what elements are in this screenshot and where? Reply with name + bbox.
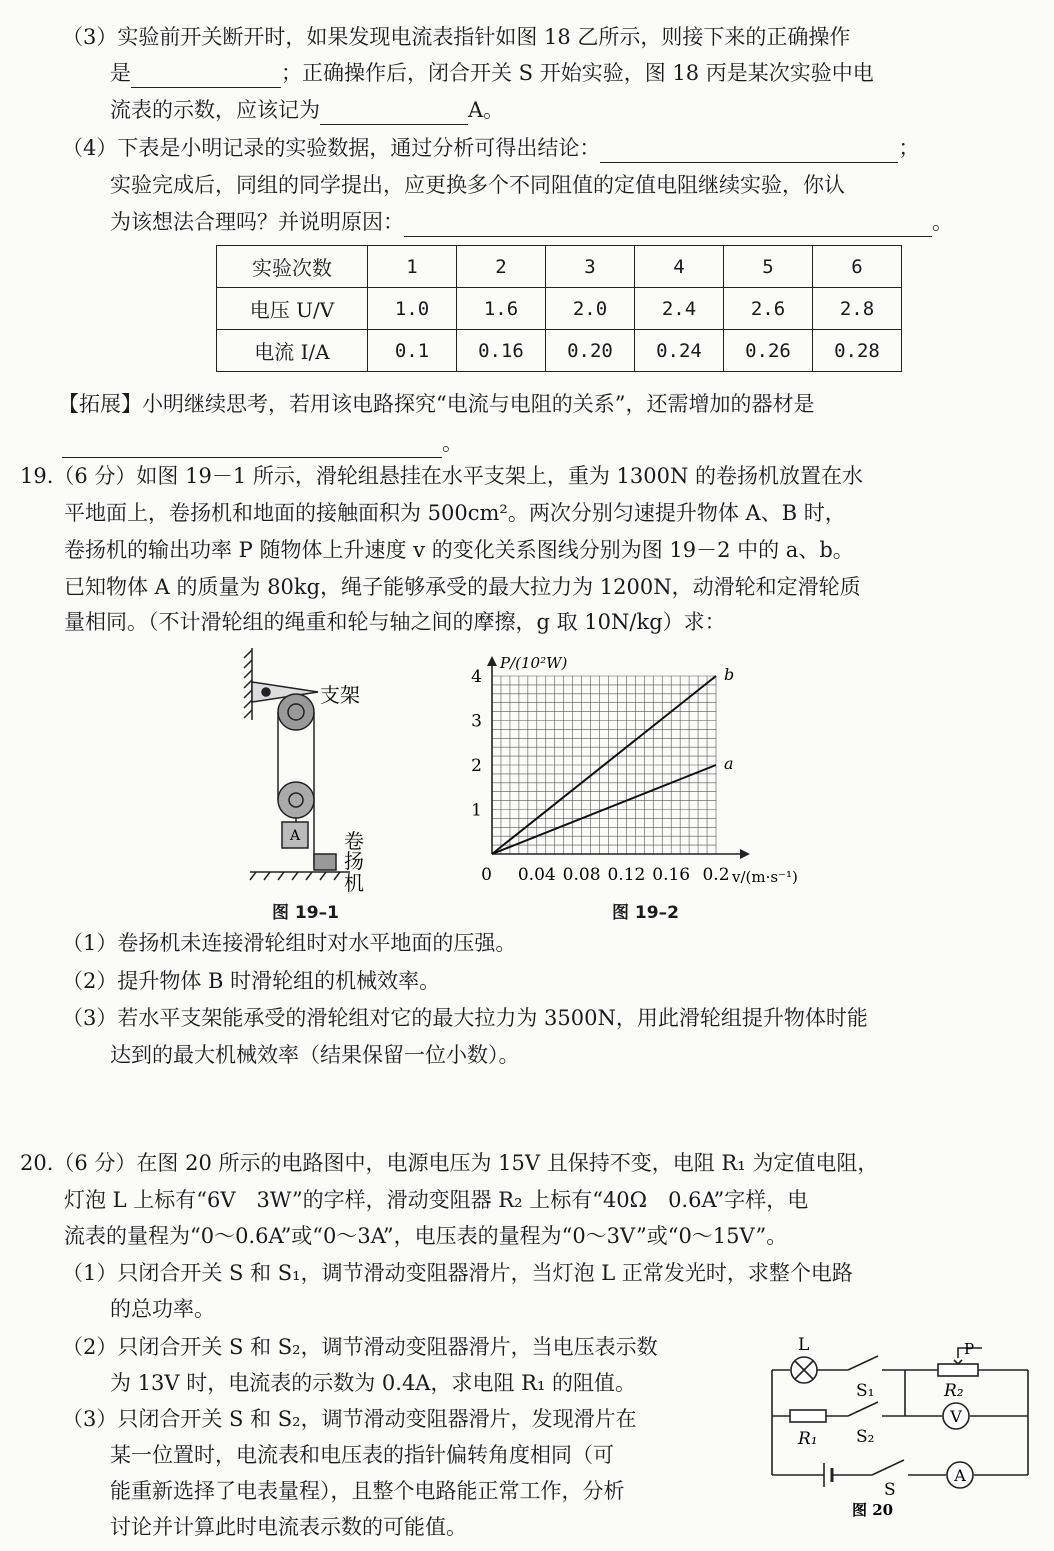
x-tick-label: 0.12: [607, 865, 646, 885]
q20-line3: 流表的量程为“0～0.6A”或“0～3A”，电压表的量程为“0～3V”或“0～15V”。: [64, 1224, 788, 1248]
x-axis-label: v/(m·s⁻¹): [732, 868, 798, 886]
table-cell: 实验次数: [217, 246, 368, 288]
table-cell: 3: [546, 246, 635, 288]
q18-p4-text: 。: [932, 210, 953, 234]
table-cell: 0.28: [813, 330, 902, 372]
q18-p4-text: （4）下表是小明记录的实验数据，通过分析可得出结论：: [62, 136, 601, 160]
table-cell: 2.0: [546, 288, 635, 330]
winch-label-2: 扬: [344, 849, 364, 873]
q19-line2: 平地面上，卷扬机和地面的接触面积为 500cm²。两次分别匀速提升物体 A、B 时，: [64, 501, 846, 525]
voltmeter-label: V: [950, 1407, 962, 1426]
q18-p3-line2: [110, 58, 874, 88]
table-cell: 电压 U/V: [217, 288, 368, 330]
q18-p3-text: A。: [468, 98, 505, 122]
q20-sub2-line1: （2）只闭合开关 S 和 S₂，调节滑动变阻器滑片，当电压表示数: [62, 1335, 658, 1359]
answer-blank-conclusion[interactable]: [600, 140, 898, 163]
table-header-row: [217, 246, 902, 288]
q18-p3-text: ；正确操作后，闭合开关 S 开始实验，图 18 丙是某次实验中电: [281, 61, 874, 85]
table-cell: 1: [368, 246, 457, 288]
q20-sub1-line1: （1）只闭合开关 S 和 S₁，调节滑动变阻器滑片，当灯泡 L 正常发光时，求整个电路: [62, 1261, 853, 1285]
q19-line5: 量相同。（不计滑轮组的绳重和轮与轴之间的摩擦，g 取 10N/kg）求：: [64, 610, 726, 634]
q19-line1: 19.（6 分）如图 19－1 所示，滑轮组悬挂在水平支架上，重为 1300N 的卷扬机放置在水: [20, 464, 864, 488]
q18-ext-text: 。: [442, 431, 463, 455]
table-cell: 0.16: [457, 330, 546, 372]
figure-19-2-caption: 图 19–2: [612, 903, 679, 923]
q18-p4-line1: [62, 133, 919, 163]
q18-p4-text: 为该想法合理吗？并说明原因：: [110, 210, 404, 234]
figure-20-caption: 图 20: [852, 1501, 894, 1519]
y-tick-label: 2: [471, 756, 482, 776]
series-label-a: a: [724, 754, 734, 773]
q18-p3-line1: （3）实验前开关断开时，如果发现电流表指针如图 18 乙所示，则接下来的正确操作: [62, 25, 851, 49]
switch-s-label: S: [884, 1480, 896, 1500]
slider-p-label: P: [964, 1340, 975, 1358]
resistor-r2-label: R₂: [944, 1381, 964, 1401]
figure-19-1-caption: 图 19–1: [272, 903, 339, 923]
chart-axes: [487, 654, 798, 886]
table-cell: 电流 I/A: [217, 330, 368, 372]
x-tick-label: 0.04: [517, 865, 556, 885]
block-a-label: A: [289, 828, 301, 844]
answer-blank-operation[interactable]: [131, 65, 281, 88]
answer-blank-current[interactable]: [320, 102, 468, 125]
table-cell: 0.24: [635, 330, 724, 372]
x-tick-label: 0.08: [562, 865, 601, 885]
table-cell: 6: [813, 246, 902, 288]
table-cell: 2.8: [813, 288, 902, 330]
y-tick-label: 4: [471, 667, 482, 687]
q19-sub3-line2: 达到的最大机械效率（结果保留一位小数）。: [110, 1043, 520, 1067]
q18-p4-line2: 实验完成后，同组的同学提出，应更换多个不同阻值的定值电阻继续实验，你认: [110, 173, 845, 197]
answer-blank-reason[interactable]: [404, 214, 932, 237]
y-tick-label: 1: [471, 800, 482, 821]
lamp-label: L: [798, 1335, 810, 1355]
table-row-current: [217, 330, 902, 372]
winch-label-3: 机: [344, 871, 364, 895]
table-cell: 1.0: [368, 288, 457, 330]
q20-sub3-line3: 能重新选择了电表量程），且整个电路能正常工作，分析: [110, 1479, 625, 1503]
table-cell: 2: [457, 246, 546, 288]
table-cell: 0.1: [368, 330, 457, 372]
winch-label-1: 卷: [344, 829, 364, 853]
q20-sub3-line4: 讨论并计算此时电流表示数的可能值。: [110, 1515, 467, 1539]
q18-extension-line1: 【拓展】小明继续思考，若用该电路探究“电流与电阻的关系”，还需增加的器材是: [58, 392, 815, 416]
power-speed-chart: [460, 640, 830, 895]
table-cell: 2.6: [724, 288, 813, 330]
table-cell: 0.26: [724, 330, 813, 372]
table-cell: 2.4: [635, 288, 724, 330]
q19-line4: 已知物体 A 的质量为 80kg，绳子能够承受的最大拉力为 1200N，动滑轮和定滑轮质: [64, 575, 861, 599]
table-cell: 4: [635, 246, 724, 288]
x-tick-label: 0.2: [702, 865, 730, 885]
table-row-voltage: [217, 288, 902, 330]
q19-sub2: （2）提升物体 B 时滑轮组的机械效率。: [62, 969, 441, 993]
y-axis-label: P/(10²W): [500, 654, 568, 672]
q18-extension-line2: [62, 428, 463, 458]
q18-p3-text: 是: [110, 61, 131, 85]
y-tick-label: 3: [471, 711, 482, 732]
x-tick-label: 0.16: [652, 865, 691, 885]
q20-line1: 20.（6 分）在图 20 所示的电路图中，电源电压为 15V 且保持不变，电阻 R₁ 为定值电阻，: [20, 1151, 879, 1175]
y-axis-arrow: [487, 656, 497, 666]
q18-p3-text: 流表的示数，应该记为: [110, 98, 320, 122]
q18-p4-line3: [110, 207, 953, 237]
switch-s1-label: S₁: [856, 1381, 875, 1401]
resistor-r1-label: R₁: [798, 1429, 818, 1449]
q18-p3-line3: [110, 95, 504, 125]
q20-line2: 灯泡 L 上标有“6V 3W”的字样，滑动变阻器 R₂ 上标有“40Ω 0.6A”字样，电: [64, 1188, 809, 1212]
q20-sub1-line2: 的总功率。: [110, 1297, 215, 1321]
x-tick-label: 0: [481, 865, 492, 885]
switch-s2-label: S₂: [856, 1427, 875, 1447]
q18-p4-text: ；: [898, 136, 920, 160]
data-table: [216, 245, 902, 372]
q20-sub3-line2: 某一位置时，电流表和电压表的指针偏转角度相同（可: [110, 1443, 614, 1467]
table-cell: 5: [724, 246, 813, 288]
ammeter-label: A: [954, 1466, 966, 1485]
circuit-diagram: [760, 1330, 1040, 1520]
q19-line3: 卷扬机的输出功率 P 随物体上升速度 v 的变化关系图线分别为图 19－2 中的 a、b。: [64, 538, 854, 562]
support-label: 支架: [320, 683, 360, 707]
q20-sub3-line1: （3）只闭合开关 S 和 S₂，调节滑动变阻器滑片，发现滑片在: [62, 1407, 637, 1431]
table-cell: 1.6: [457, 288, 546, 330]
answer-blank-equipment[interactable]: [62, 435, 442, 458]
series-label-b: b: [724, 665, 735, 684]
pulley-figure: [240, 640, 380, 900]
q19-sub3-line1: （3）若水平支架能承受的滑轮组对它的最大拉力为 3500N，用此滑轮组提升物体时能: [62, 1006, 868, 1030]
x-axis-arrow: [740, 849, 750, 859]
table-cell: 0.20: [546, 330, 635, 372]
q19-sub1: （1）卷扬机未连接滑轮组时对水平地面的压强。: [62, 931, 517, 955]
q20-sub2-line2: 为 13V 时，电流表的示数为 0.4A，求电阻 R₁ 的阻值。: [110, 1371, 637, 1395]
